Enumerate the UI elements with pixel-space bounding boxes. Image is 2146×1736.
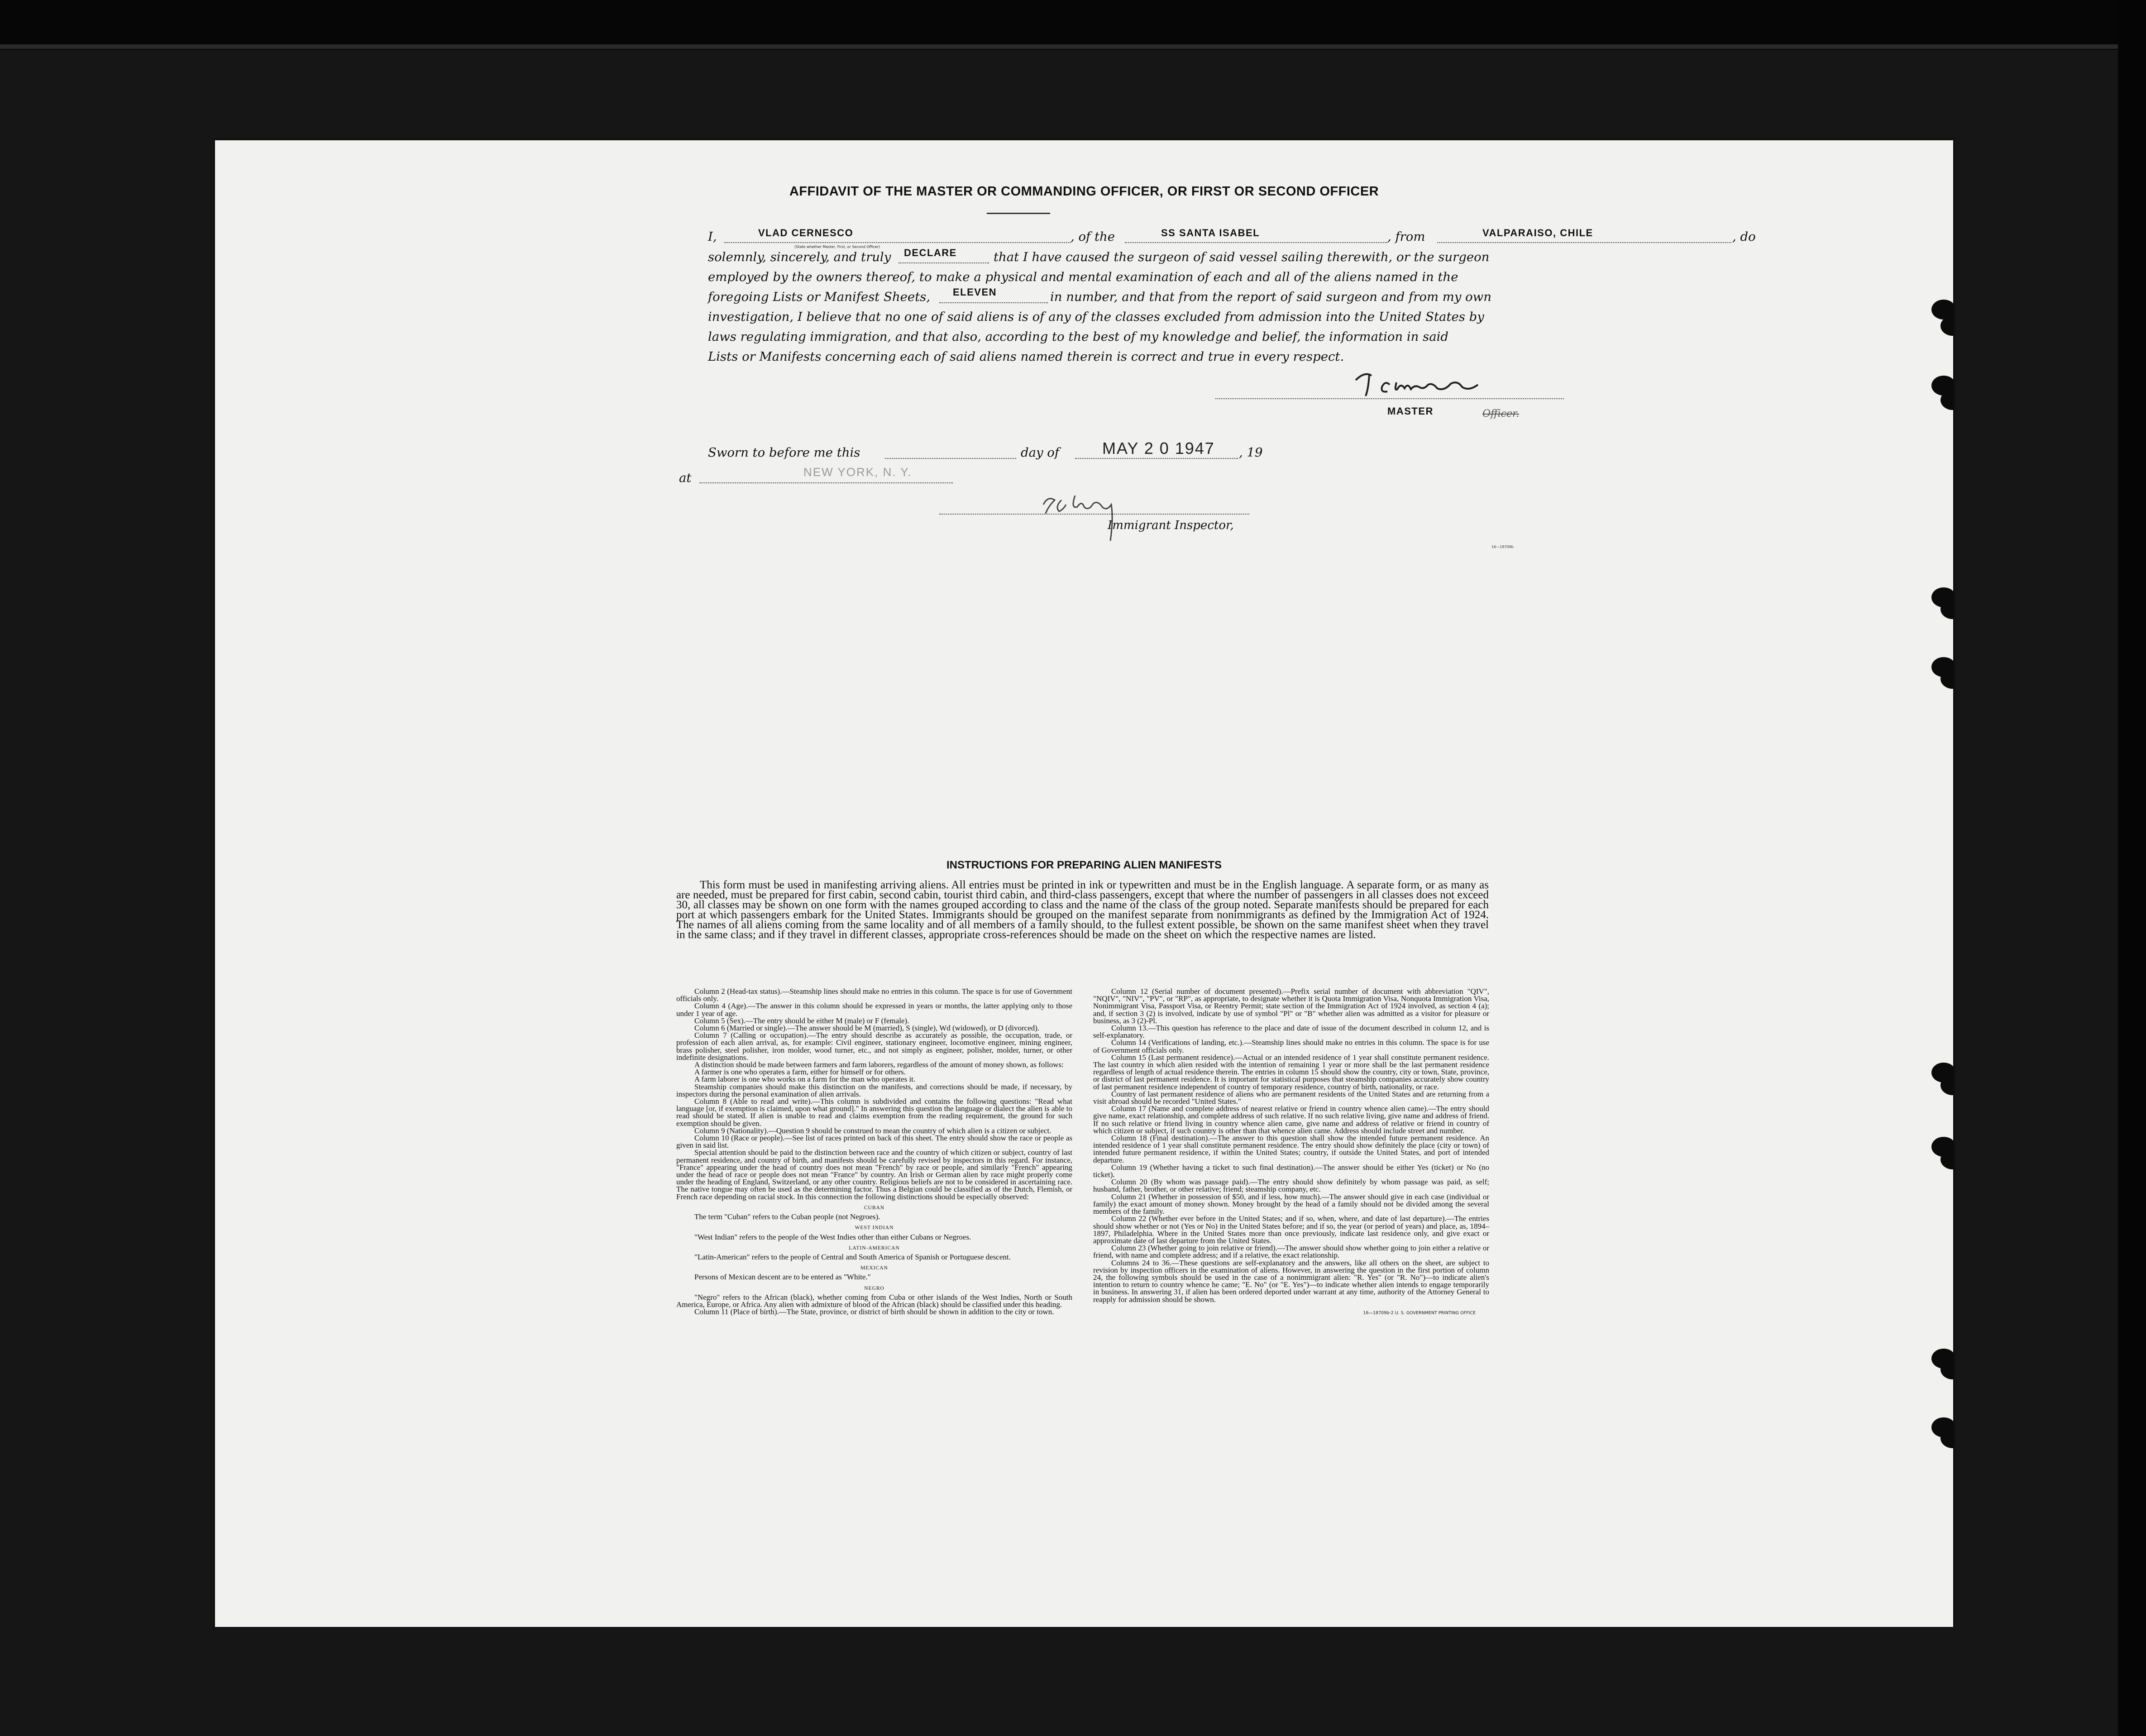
instructions-intro-text: This form must be used in manifesting arriving aliens. All entries must be printed in ink or typewritten and must be in the English language. A separate form, or as many as are needed, must be prepared for first cabin, second cabin, tourist third cabin, and third-class passengers, except that where the number of passengers in all classes does not exceed 30, all classes may be shown on one form with the names grouped according to class and the name of the class of the group noted. Separate manifests should be prepared for each port at which passengers embark for the United States. Immigrants should be grouped on the manifest separate from nonimmigrants as defined by the Immigration Act of 1924. The names of all aliens coming from the same locality and of all members of a family should, to the fullest extent possible, be shown on the same manifest sheet when they travel in the same class; and if they travel in different classes, appropriate cross-references should be made on the sheet on which the respective names are listed. [676,879,1489,941]
instructions-intro [676,880,1489,940]
column-note: A farm laborer is one who works on a farm for the man who operates it. [694,1075,916,1084]
instructions-title: INSTRUCTIONS FOR PREPARING ALIEN MANIFESTS [946,859,1222,871]
column-note: Column 19 (Whether having a ticket to such final destination).—The answer should be either Yes (ticket) or No (no ticket). [1093,1163,1489,1179]
film-strip-top [0,0,2146,50]
printing-office-code: 16—18709b-2 U. S. GOVERNMENT PRINTING OFFICE [1363,1310,1476,1316]
column-note: Column 20 (By whom was passage paid).—The entry should show definitely by whom passage was paid, as self; husband, father, brother, or other relative; friend; steamship company, etc. [1093,1178,1489,1194]
sworn-date-line [1075,458,1238,459]
affidavit-title: AFFIDAVIT OF THE MASTER OR COMMANDING OFFICER, OR FIRST OR SECOND OFFICER [789,184,1379,199]
race-heading: NEGRO [864,1285,884,1291]
column-note: Column 21 (Whether in possession of $50, and if less, how much).—The answer should give in each case (individual or family) the exact amount of money shown. Money brought by the head of a family should not be divided among the several members of the family. [1093,1192,1489,1216]
column-note: A distinction should be made between farmers and farm laborers, regardless of the amount of money shown, as follows: [694,1060,1064,1069]
column-note: Column 12 (Serial number of document presented).—Prefix serial number of document with abbreviation "QIV", "NQIV", "NIV", "PV", or "RP", as appropriate, to designate whether it is Quota Immigration Visa, Nonquota Immigration Visa, Nonimmigrant Visa, Passport Visa, or Reentry Permit; state section of the Immigration Act of 1924 involved, as section 4 (a); and, if section 3 (2) is involved, indicate by use of symbol "Pl" or "B" whether alien was admitted as a visitor for pleasure or business, as 3 (2)-Pl. [1093,987,1489,1025]
film-strip-edge-line [0,44,2146,49]
column-note: Column 8 (Able to read and write).—This column is subdivided and contains the following questions: "Read what language [or, if exemption is claimed, upon what ground]." In answering this question the language or dialect the alien is able to read should be stated. If alien is unable to read and claims exemption from the reading requirement, the ground for such exemption should be given. [676,1097,1072,1128]
declare-line [899,262,989,263]
column-note: Column 7 (Calling or occupation).—The entry should describe as accurately as possible, the occupation, trade, or profession of each alien arrival, as, for example: Civil engineer, stationary engineer, locomotive engineer, mining engineer, brass polisher, steel polisher, iron molder, wood turner, etc., and not simply as engineer, polisher, molder, turner, or other indefinite designations. [676,1031,1072,1062]
from-label: , from [1387,229,1425,244]
master-signature-line [1215,398,1564,399]
column-note: Column 23 (Whether going to join relative or friend).—The answer should show whether going to join either a relative or friend, with name and complete address; and if a relative, the exact relationship. [1093,1244,1489,1260]
column-note: Column 18 (Final destination).—The answer to this question shall show the intended future permanent residence. An intended residence of 1 year shall constitute permanent residence. The entry should show definitely the place (city or town) of intended future permanent residence, if within the United States; country, if outside the United States, and port of intended departure. [1093,1134,1489,1164]
form-code: 16—18709b [1491,545,1514,549]
instructions-left-column [676,988,1072,1316]
inspector-label: Immigrant Inspector, [1108,519,1234,532]
manifest-page [215,140,1953,1627]
place-stamp: NEW YORK, N. Y. [803,465,912,479]
affidavit-line2-pre: solemnly, sincerely, and truly [708,250,891,264]
instructions-right-column [1093,988,1489,1317]
column-note: A farmer is one who operates a farm, either for himself or for others. [694,1068,906,1077]
column-note: Columns 24 to 36.—These questions are self-explanatory and the answers, like all others on the sheet, are subject to revision by inspection officers in the examination of aliens. However, in answering the question in the first portion of column 24, the following symbols should be used in the case of a nonimmigrant alien: "R. Yes" (or "R. No")—to indicate alien's intention to return to country whence he came; "E. No" (or "E. Yes")—to indicate whether alien intends to engage temporarily in business. In answering 31, if alien has been ordered deported under warrant at any time, authority of the Attorney General to reapply for admission should be shown. [1093,1258,1489,1304]
column-note: Column 13.—This question has reference to the place and date of issue of the document described in column 12, and is self-explanatory. [1093,1024,1489,1040]
affidavit-line4-post: in number, and that from the report of said surgeon and from my own [1050,290,1491,304]
column-note: Column 5 (Sex).—The entry should be either M (male) or F (female). [694,1016,909,1025]
race-definition: "West Indian" refers to the people of the West Indies other than either Cubans or Negroes. [694,1232,971,1241]
column-note: Column 2 (Head-tax status).—Steamship lines should make no entries in this column. The space is for use of Government officials only. [676,987,1072,1003]
sworn-day-of: day of [1021,445,1060,460]
affidavit-line7: Lists or Manifests concerning each of said aliens named therein is correct and true in every respect. [708,349,1344,364]
sworn-pre: Sworn to before me this [708,445,860,460]
column-note: Column 15 (Last permanent residence).—Actual or an intended residence of 1 year shall constitute permanent residence. The last country in which alien resided with the intention of remaining 1 year or more shall be the last permanent residence regardless of length of actual residence therein. The entries in column 15 should show the country, city or town, State, province, or district of last permanent residence. It is important for statistical purposes that steamship companies accurately show country of last permanent residence independent of country of temporary residence, country of birth, nationality, or race. [1093,1053,1489,1091]
column-note: Column 6 (Married or single).—The answer should be M (married), S (single), Wd (widowed), or D (divorced). [694,1024,1040,1033]
column-note: Column 22 (Whether ever before in the United States; and if so, when, where, and date of last departure).—The entries should show whether or not (Yes or No) in the United States before; and if so, the year (or period of years) and place, as, 1894–1897, Philadelphia. Where in the United States more than once previously, indicate last residence only, and give exact or approximate date of last departure from the United States. [1093,1214,1489,1245]
column-note: Steamship companies should make this distinction on the manifests, and corrections should be made, if necessary, by inspectors during the personal examination of alien arrivals. [676,1082,1072,1098]
sworn-date-stamp: MAY 2 0 1947 [1102,439,1215,458]
officer-name: VLAD CERNESCO [758,227,854,238]
race-definition: The term "Cuban" refers to the Cuban people (not Negroes). [694,1212,880,1221]
race-heading: MEXICAN [860,1265,888,1271]
column-note: Column 14 (Verifications of landing, etc.).—Steamship lines should make no entries in this column. The space is for use of Government officials only. [1093,1038,1489,1054]
at-label: at [679,471,692,485]
affidavit-i: I, [708,229,717,244]
sworn-day-line [885,458,1016,459]
race-heading: LATIN-AMERICAN [849,1245,900,1251]
do-label: , do [1732,229,1756,244]
struck-officer: Officer. [1482,408,1520,420]
signature-title: MASTER [1387,405,1434,417]
of-the-label: , of the [1071,229,1115,244]
affidavit-line3: employed by the owners thereof, to make a physical and mental examination of each and all of the aliens named in the [708,270,1458,284]
title-rule [987,213,1050,214]
race-heading: WEST INDIAN [855,1225,894,1231]
affidavit-line4-pre: foregoing Lists or Manifest Sheets, [708,290,931,304]
master-signature [1347,367,1519,403]
inspector-signature-line [939,514,1249,515]
column-note: Column 11 (Place of birth).—The State, province, or district of birth should be shown in addition to the city or town. [694,1307,1054,1316]
place-line [699,482,953,483]
affidavit-line6: laws regulating immigration, and that also, according to the best of my knowledge and belief, the information in said [708,329,1449,344]
column-note: Special attention should be paid to the distinction between race and the country of which citizen or subject, country of last permanent residence, and country of birth, and manifests should be carefully revised by inspectors in this regard. For instance, "France" appearing under the head of country does not mean "French" by race or people, and similarly "French" appearing under the head of race or people does not mean "France" by country. An Irish or German alien by race might properly come under the heading of England, Switzerland, or any other country. Religious beliefs are not to be considered in ascertaining race. The native tongue may often be used as the determining factor. Thus a Belgian could be classified as of the Dutch, Flemish, or French race depending on racial stock. In this connection the following distinctions should be especially observed: [676,1148,1072,1201]
race-definition: "Negro" refers to the African (black), whether coming from Cuba or other islands of the West Indies, North or South America, Europe, or Africa. Any alien with admixture of blood of the African (black) should be classified under this heading. [676,1292,1072,1309]
declare-word: DECLARE [904,247,957,258]
officer-name-line [724,242,1071,243]
race-definition: Persons of Mexican descent are to be entered as "White." [694,1273,871,1282]
race-definition: "Latin-American" refers to the people of Central and South America of Spanish or Portuguese descent. [694,1252,1011,1261]
column-note: Column 17 (Name and complete address of nearest relative or friend in country whence alien came).—The entry should give name, exact relationship, and complete address of such relative. If no such relative living, give name and address of friend. If no such relative or friend living in country whence alien came, give name and address of relative or friend in country of which citizen or subject, if such country is other than that whence alien came. Address should include street and number. [1093,1104,1489,1135]
vessel-name: SS SANTA ISABEL [1161,227,1260,238]
column-note: Country of last permanent residence of aliens who are permanent residents of the United States and are returning from a visit abroad should be recorded "United States." [1093,1089,1489,1106]
column-note: Column 4 (Age).—The answer in this column should be expressed in years or months, the latter applying only to those under 1 year of age. [676,1002,1072,1018]
column-note: Column 10 (Race or people).—See list of races printed on back of this sheet. The entry should show the race or people as given in said list. [676,1134,1072,1150]
affidavit-line5: investigation, I believe that no one of said aliens is of any of the classes excluded from admission into the United States by [708,310,1484,324]
column-note: Column 9 (Nationality).—Question 9 should be construed to mean the country of which alien is a citizen or subject. [694,1126,1051,1135]
port-line [1437,242,1731,243]
race-heading: CUBAN [864,1205,885,1211]
alien-count: ELEVEN [953,286,997,298]
count-line [939,302,1048,303]
port-of-departure: VALPARAISO, CHILE [1482,227,1593,238]
sworn-year: , 19 [1239,445,1263,460]
film-strip-right-edge [2118,0,2146,1736]
rank-note: (State whether Master, First, or Second Officer) [794,245,880,249]
affidavit-line2-post: that I have caused the surgeon of said vessel sailing therewith, or the surgeon [994,250,1490,264]
vessel-name-line [1125,242,1387,243]
